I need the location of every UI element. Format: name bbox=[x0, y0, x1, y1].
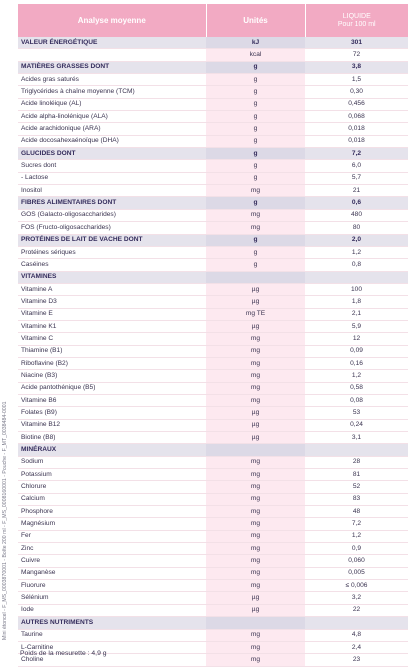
section-header-row bbox=[18, 234, 408, 246]
value-cell: 0,58 bbox=[305, 382, 408, 394]
table-row bbox=[18, 604, 408, 616]
value-cell: 53 bbox=[305, 407, 408, 419]
nutrient-name: Iode bbox=[18, 604, 206, 616]
nutrient-name: Folates (B9) bbox=[18, 407, 206, 419]
value-cell: 52 bbox=[305, 481, 408, 493]
unit-cell: g bbox=[206, 172, 305, 184]
value-cell: 0,068 bbox=[305, 111, 408, 123]
table-row bbox=[18, 493, 408, 505]
unit-cell: mg bbox=[206, 493, 305, 505]
unit-cell: kJ bbox=[206, 37, 305, 49]
unit-cell: µg bbox=[206, 296, 305, 308]
unit-cell: µg bbox=[206, 320, 305, 332]
table-row bbox=[18, 506, 408, 518]
unit-cell: mg bbox=[206, 222, 305, 234]
value-cell bbox=[305, 444, 408, 456]
nutrient-name: Magnésium bbox=[18, 518, 206, 530]
nutrient-name: Vitamine K1 bbox=[18, 320, 206, 332]
nutrient-name: Vitamine E bbox=[18, 308, 206, 320]
table-row bbox=[18, 357, 408, 369]
nutrient-name: PROTÉINES DE LAIT DE VACHE DONT bbox=[18, 234, 206, 246]
unit-cell: mg bbox=[206, 469, 305, 481]
table-row bbox=[18, 86, 408, 98]
table-row bbox=[18, 98, 408, 110]
unit-cell: µg bbox=[206, 432, 305, 444]
header-liquide-line2: Pour 100 ml bbox=[337, 20, 376, 28]
value-cell: 301 bbox=[305, 37, 408, 49]
table-row bbox=[18, 333, 408, 345]
table-row bbox=[18, 382, 408, 394]
unit-cell: mg bbox=[206, 641, 305, 653]
table-row bbox=[18, 160, 408, 172]
table-row bbox=[18, 296, 408, 308]
unit-cell: mg bbox=[206, 394, 305, 406]
nutrient-name: FIBRES ALIMENTAIRES DONT bbox=[18, 197, 206, 209]
table-row bbox=[18, 432, 408, 444]
measure-weight-note: Poids de la mesurette : 4,9 g bbox=[20, 650, 107, 657]
nutrient-name: Protéines sériques bbox=[18, 246, 206, 258]
unit-cell: g bbox=[206, 86, 305, 98]
value-cell: 0,09 bbox=[305, 345, 408, 357]
table-row bbox=[18, 74, 408, 86]
unit-cell: mg bbox=[206, 382, 305, 394]
value-cell: 28 bbox=[305, 456, 408, 468]
value-cell: 1,8 bbox=[305, 296, 408, 308]
value-cell: 3,2 bbox=[305, 592, 408, 604]
nutrient-name: FOS (Fructo-oligosaccharides) bbox=[18, 222, 206, 234]
table-row bbox=[18, 567, 408, 579]
unit-cell: mg bbox=[206, 209, 305, 221]
value-cell: 0,018 bbox=[305, 135, 408, 147]
unit-cell: g bbox=[206, 246, 305, 258]
value-cell: ≤ 0,006 bbox=[305, 580, 408, 592]
nutrient-name: Chlorure bbox=[18, 481, 206, 493]
nutrient-name: Phosphore bbox=[18, 506, 206, 518]
header-liquide bbox=[305, 4, 408, 37]
nutrient-name: Vitamine A bbox=[18, 283, 206, 295]
value-cell: 4,8 bbox=[305, 629, 408, 641]
unit-cell bbox=[206, 444, 305, 456]
unit-cell: g bbox=[206, 98, 305, 110]
unit-cell: mg bbox=[206, 518, 305, 530]
value-cell: 6,0 bbox=[305, 160, 408, 172]
nutrient-name: L-Carnitine bbox=[18, 641, 206, 653]
value-cell: 3,1 bbox=[305, 432, 408, 444]
value-cell: 81 bbox=[305, 469, 408, 481]
section-header-row bbox=[18, 37, 408, 49]
table-row bbox=[18, 370, 408, 382]
value-cell: 3,8 bbox=[305, 61, 408, 73]
table-row bbox=[18, 135, 408, 147]
nutrient-name: Niacine (B3) bbox=[18, 370, 206, 382]
table-row bbox=[18, 530, 408, 542]
value-cell: 480 bbox=[305, 209, 408, 221]
nutrient-name: VITAMINES bbox=[18, 271, 206, 283]
unit-cell: mg bbox=[206, 567, 305, 579]
nutrient-name: Fluorure bbox=[18, 580, 206, 592]
section-header-row bbox=[18, 61, 408, 73]
unit-cell: mg TE bbox=[206, 308, 305, 320]
unit-cell: g bbox=[206, 148, 305, 160]
value-cell: 72 bbox=[305, 49, 408, 61]
nutrient-name: Acide linoléique (AL) bbox=[18, 98, 206, 110]
nutrient-name: Thiamine (B1) bbox=[18, 345, 206, 357]
value-cell: 2,4 bbox=[305, 641, 408, 653]
unit-cell: g bbox=[206, 197, 305, 209]
nutrient-name: Cuivre bbox=[18, 555, 206, 567]
value-cell: 83 bbox=[305, 493, 408, 505]
nutrient-name: Triglycérides à chaîne moyenne (TCM) bbox=[18, 86, 206, 98]
value-cell: 0,24 bbox=[305, 419, 408, 431]
value-cell: 0,16 bbox=[305, 357, 408, 369]
nutrient-name: Sucres dont bbox=[18, 160, 206, 172]
value-cell: 2,0 bbox=[305, 234, 408, 246]
nutrient-name: Acide docosahexaénoïque (DHA) bbox=[18, 135, 206, 147]
table-row bbox=[18, 543, 408, 555]
nutrient-name: Potassium bbox=[18, 469, 206, 481]
value-cell: 1,2 bbox=[305, 530, 408, 542]
unit-cell: mg bbox=[206, 456, 305, 468]
value-cell: 0,456 bbox=[305, 98, 408, 110]
table-row bbox=[18, 172, 408, 184]
value-cell: 0,018 bbox=[305, 123, 408, 135]
table-row bbox=[18, 407, 408, 419]
nutrient-name: Sélénium bbox=[18, 592, 206, 604]
nutrient-name: Vitamine B12 bbox=[18, 419, 206, 431]
table-row bbox=[18, 259, 408, 271]
value-cell: 48 bbox=[305, 506, 408, 518]
header-analyse: Analyse moyenne bbox=[18, 4, 206, 37]
nutrient-name: Vitamine B6 bbox=[18, 394, 206, 406]
value-cell: 21 bbox=[305, 185, 408, 197]
unit-cell: µg bbox=[206, 419, 305, 431]
value-cell: 0,005 bbox=[305, 567, 408, 579]
unit-cell: mg bbox=[206, 654, 305, 666]
value-cell bbox=[305, 617, 408, 629]
nutrient-name: Choline bbox=[18, 654, 206, 666]
value-cell: 22 bbox=[305, 604, 408, 616]
value-cell: 12 bbox=[305, 333, 408, 345]
nutrition-table bbox=[18, 4, 408, 667]
unit-cell bbox=[206, 617, 305, 629]
unit-cell: mg bbox=[206, 333, 305, 345]
nutrient-name: GOS (Galacto-oligosaccharides) bbox=[18, 209, 206, 221]
unit-cell: g bbox=[206, 234, 305, 246]
table-row bbox=[18, 308, 408, 320]
nutrient-name: VALEUR ÉNERGÉTIQUE bbox=[18, 37, 206, 49]
table-row bbox=[18, 456, 408, 468]
table-row bbox=[18, 185, 408, 197]
nutrient-name: Taurine bbox=[18, 629, 206, 641]
table-row bbox=[18, 419, 408, 431]
nutrient-name: Caséines bbox=[18, 259, 206, 271]
unit-cell: mg bbox=[206, 543, 305, 555]
value-cell: 5,9 bbox=[305, 320, 408, 332]
header-unites: Unités bbox=[206, 4, 305, 37]
unit-cell: mg bbox=[206, 555, 305, 567]
nutrient-name bbox=[18, 49, 206, 61]
unit-cell: mg bbox=[206, 506, 305, 518]
table-row bbox=[18, 123, 408, 135]
nutrient-name: Acides gras saturés bbox=[18, 74, 206, 86]
table-row bbox=[18, 209, 408, 221]
unit-cell: mg bbox=[206, 481, 305, 493]
value-cell: 1,2 bbox=[305, 370, 408, 382]
value-cell bbox=[305, 271, 408, 283]
unit-cell: mg bbox=[206, 185, 305, 197]
unit-cell: g bbox=[206, 123, 305, 135]
nutrient-name: AUTRES NUTRIMENTS bbox=[18, 617, 206, 629]
section-header-row bbox=[18, 271, 408, 283]
nutrient-name: Vitamine D3 bbox=[18, 296, 206, 308]
side-reference-code: Mini étoncel - F_MS_0003870001 - Boîte 200 ml - F_MS_0008160001 - Pouche - F_MT_0038484-0001 bbox=[2, 401, 8, 640]
table-row bbox=[18, 518, 408, 530]
value-cell: 5,7 bbox=[305, 172, 408, 184]
value-cell: 7,2 bbox=[305, 518, 408, 530]
value-cell: 1,2 bbox=[305, 246, 408, 258]
unit-cell: g bbox=[206, 259, 305, 271]
unit-cell: µg bbox=[206, 604, 305, 616]
section-header-row bbox=[18, 148, 408, 160]
table-row bbox=[18, 111, 408, 123]
table-row bbox=[18, 320, 408, 332]
table-row bbox=[18, 555, 408, 567]
unit-cell: µg bbox=[206, 592, 305, 604]
nutrient-name: Manganèse bbox=[18, 567, 206, 579]
unit-cell: mg bbox=[206, 370, 305, 382]
unit-cell: mg bbox=[206, 530, 305, 542]
nutrient-name: Acide alpha-linolénique (ALA) bbox=[18, 111, 206, 123]
nutrient-name: - Lactose bbox=[18, 172, 206, 184]
header-liquide-line1: LIQUIDE bbox=[342, 12, 371, 20]
value-cell: 0,6 bbox=[305, 197, 408, 209]
table-row bbox=[18, 345, 408, 357]
value-cell: 7,2 bbox=[305, 148, 408, 160]
unit-cell: mg bbox=[206, 629, 305, 641]
table-row bbox=[18, 629, 408, 641]
nutrient-name: Calcium bbox=[18, 493, 206, 505]
section-header-row bbox=[18, 617, 408, 629]
unit-cell: µg bbox=[206, 283, 305, 295]
unit-cell: mg bbox=[206, 357, 305, 369]
value-cell: 80 bbox=[305, 222, 408, 234]
value-cell: 100 bbox=[305, 283, 408, 295]
section-header-row bbox=[18, 444, 408, 456]
unit-cell: g bbox=[206, 111, 305, 123]
table-row bbox=[18, 592, 408, 604]
nutrient-name: Acide pantothénique (B5) bbox=[18, 382, 206, 394]
nutrient-name: Riboflavine (B2) bbox=[18, 357, 206, 369]
nutrient-name: Zinc bbox=[18, 543, 206, 555]
nutrient-name: GLUCIDES DONT bbox=[18, 148, 206, 160]
unit-cell: mg bbox=[206, 580, 305, 592]
value-cell: 0,9 bbox=[305, 543, 408, 555]
nutrient-name: MATIÈRES GRASSES DONT bbox=[18, 61, 206, 73]
nutrient-name: Inositol bbox=[18, 185, 206, 197]
nutrient-name: Fer bbox=[18, 530, 206, 542]
nutrition-table-sheet bbox=[18, 4, 408, 667]
value-cell: 23 bbox=[305, 654, 408, 666]
unit-cell bbox=[206, 271, 305, 283]
table-row bbox=[18, 481, 408, 493]
unit-cell: µg bbox=[206, 407, 305, 419]
unit-cell: g bbox=[206, 74, 305, 86]
section-header-row bbox=[18, 197, 408, 209]
nutrient-name: Acide arachidonique (ARA) bbox=[18, 123, 206, 135]
nutrient-name: Vitamine C bbox=[18, 333, 206, 345]
unit-cell: g bbox=[206, 160, 305, 172]
value-cell: 0,30 bbox=[305, 86, 408, 98]
value-cell: 1,5 bbox=[305, 74, 408, 86]
value-cell: 2,1 bbox=[305, 308, 408, 320]
table-body bbox=[18, 37, 408, 666]
table-row bbox=[18, 580, 408, 592]
table-row bbox=[18, 394, 408, 406]
unit-cell: g bbox=[206, 61, 305, 73]
table-row bbox=[18, 222, 408, 234]
nutrient-name: Sodium bbox=[18, 456, 206, 468]
nutrient-name: Biotine (B8) bbox=[18, 432, 206, 444]
table-header bbox=[18, 4, 408, 37]
value-cell: 0,060 bbox=[305, 555, 408, 567]
value-cell: 0,08 bbox=[305, 394, 408, 406]
value-cell: 0,8 bbox=[305, 259, 408, 271]
unit-cell: kcal bbox=[206, 49, 305, 61]
unit-cell: mg bbox=[206, 345, 305, 357]
nutrient-name: MINÉRAUX bbox=[18, 444, 206, 456]
table-row bbox=[18, 246, 408, 258]
table-row bbox=[18, 469, 408, 481]
unit-cell: g bbox=[206, 135, 305, 147]
table-row bbox=[18, 49, 408, 61]
table-row bbox=[18, 283, 408, 295]
